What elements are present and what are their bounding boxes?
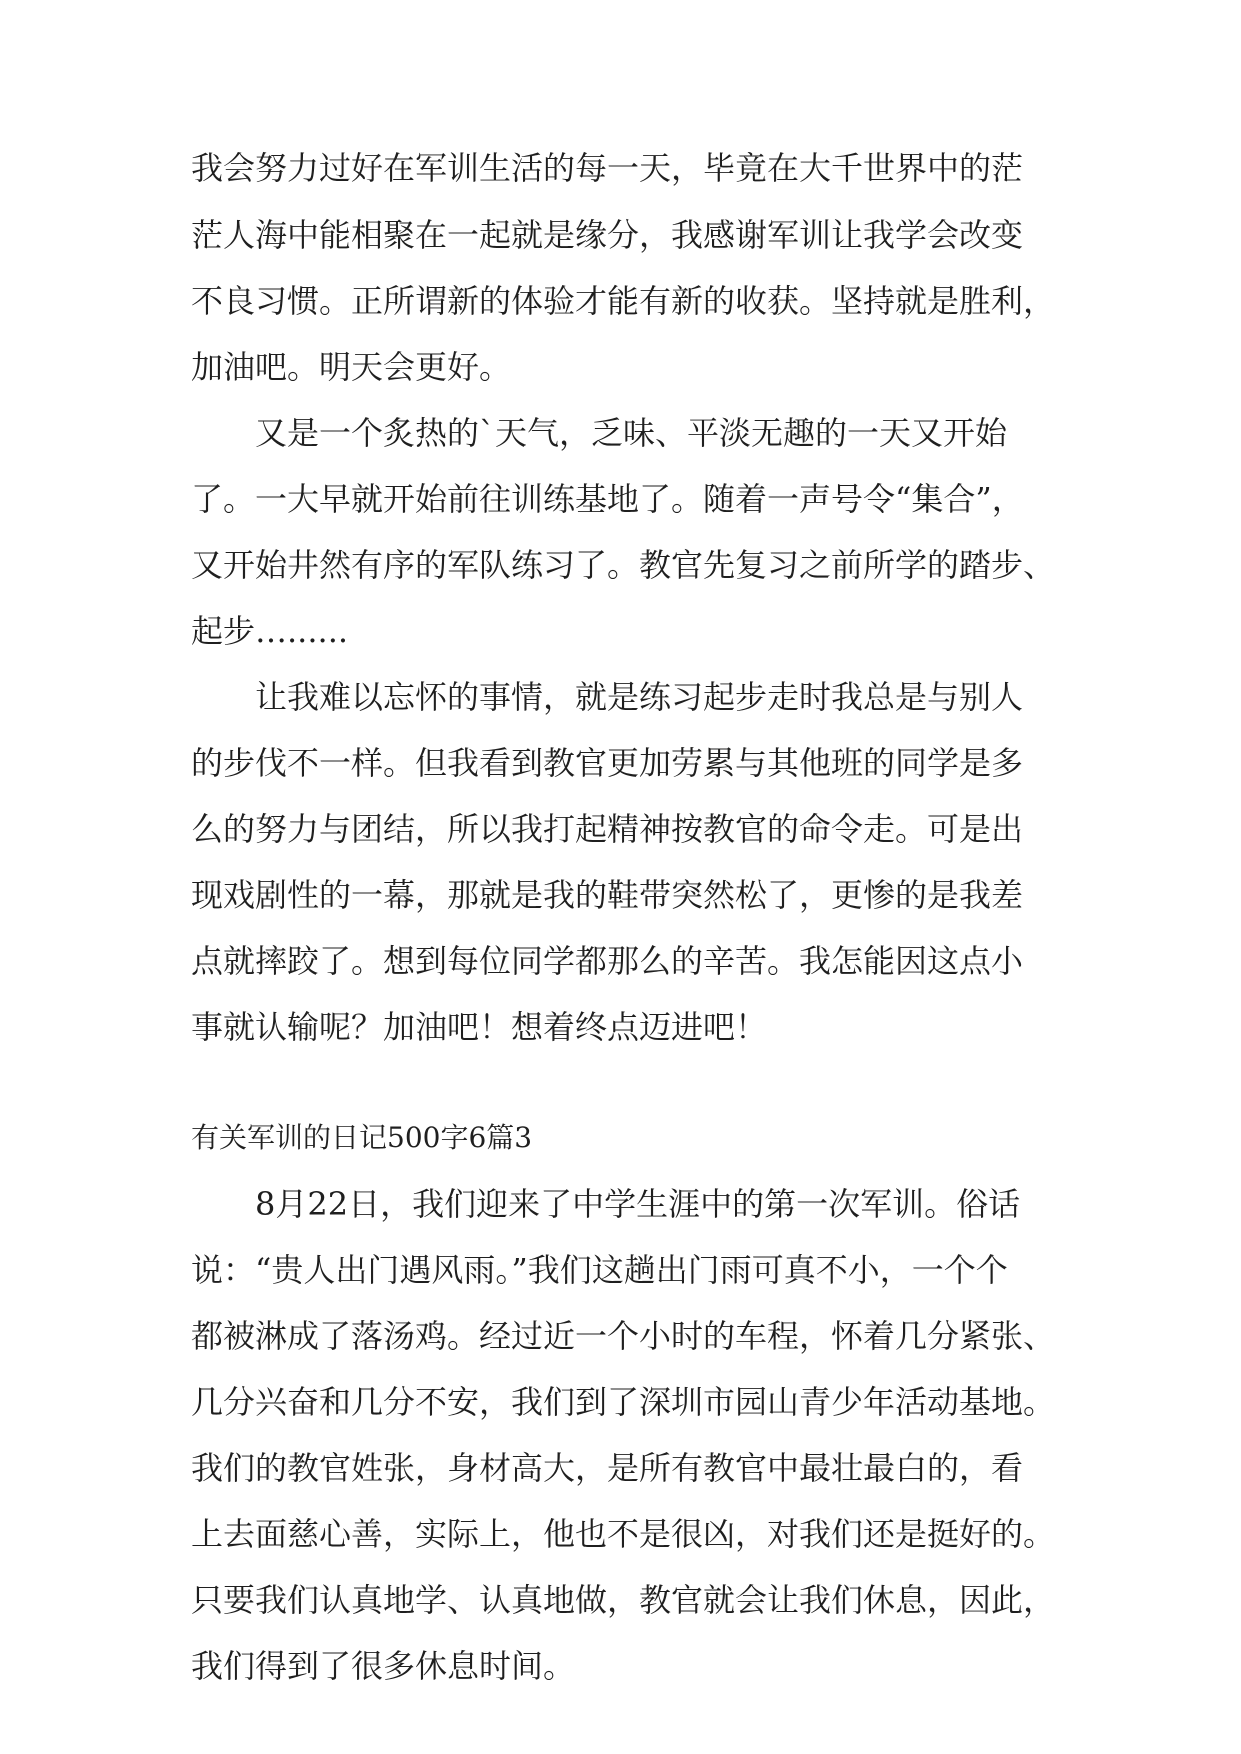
section-title: 有关军训的日记500字6篇3: [191, 1121, 533, 1154]
body-text-line: 都被淋成了落汤鸡。经过近一个小时的车程，怀着几分紧张、: [191, 1317, 1056, 1355]
body-text-line: 说：“贵人出门遇风雨。”我们这趟出门雨可真不小，一个个: [191, 1251, 1008, 1289]
body-text-line: 只要我们认真地学、认真地做，教官就会让我们休息，因此，: [191, 1581, 1056, 1619]
body-text-line: 我会努力过好在军训生活的每一天，毕竟在大千世界中的茫: [191, 149, 1024, 187]
body-text-line: 我们得到了很多休息时间。: [191, 1647, 576, 1685]
body-text-line: 让我难以忘怀的事情，就是练习起步走时我总是与别人: [255, 678, 1024, 716]
body-text-line: 8月22日，我们迎来了中学生涯中的第一次军训。俗话: [255, 1185, 1021, 1223]
body-text-line: 茫人海中能相聚在一起就是缘分，我感谢军训让我学会改变: [191, 216, 1024, 254]
body-text-line: 加油吧。明天会更好。: [191, 348, 512, 386]
body-text-line: 几分兴奋和几分不安，我们到了深圳市园山青少年活动基地。: [191, 1383, 1056, 1421]
body-text-line: 又开始井然有序的军队练习了。教官先复习之前所学的踏步、: [191, 546, 1056, 584]
body-text-line: 了。一大早就开始前往训练基地了。随着一声号令“集合”，: [191, 480, 1024, 518]
body-text-line: 的步伐不一样。但我看到教官更加劳累与其他班的同学是多: [191, 744, 1024, 782]
body-text-line: 又是一个炙热的`天气，乏味、平淡无趣的一天又开始: [255, 414, 1008, 452]
body-text-line: 我们的教官姓张，身材高大，是所有教官中最壮最白的，看: [191, 1449, 1024, 1487]
body-text-line: 事就认输呢？加油吧！想着终点迈进吧！: [191, 1008, 768, 1046]
body-text-line: 起步…......: [191, 612, 349, 650]
body-text-line: 么的努力与团结，所以我打起精神按教官的命令走。可是出: [191, 810, 1024, 848]
body-text-line: 点就摔跤了。想到每位同学都那么的辛苦。我怎能因这点小: [191, 942, 1024, 980]
body-text-line: 现戏剧性的一幕，那就是我的鞋带突然松了，更惨的是我差: [191, 876, 1024, 914]
body-text-line: 不良习惯。正所谓新的体验才能有新的收获。坚持就是胜利，: [191, 282, 1056, 320]
body-text-line: 上去面慈心善，实际上，他也不是很凶，对我们还是挺好的。: [191, 1515, 1056, 1553]
